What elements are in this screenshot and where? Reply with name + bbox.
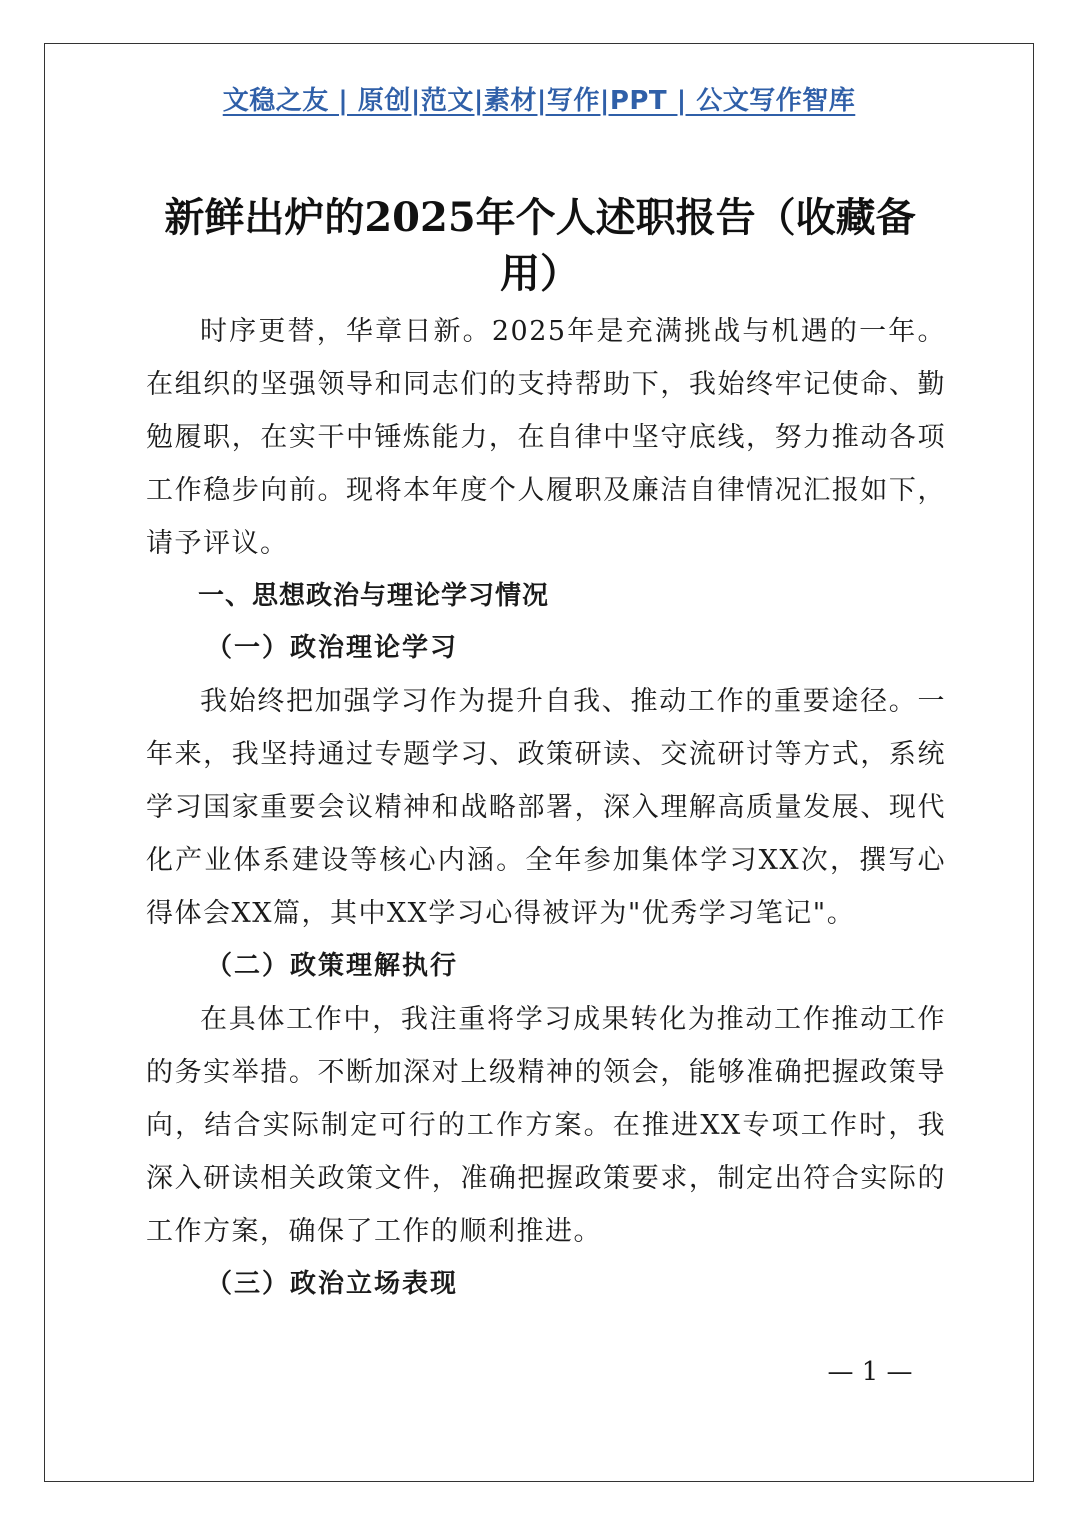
subsection-2-paragraph: 在具体工作中，我注重将学习成果转化为推动工作推动工作的务实举措。不断加深对上级精神的领会，能够准确把握政策导向，结合实际制定可行的工作方案。在推进XX专项工作时，我深入研读相关政策文件，准确把握政策要求，制定出符合实际的工作方案，确保了工作的顺利推进。	[146, 1004, 946, 1247]
subsection-heading-2: （二）政策理解执行	[206, 951, 459, 981]
document-body	[146, 305, 946, 1311]
intro-paragraph: 时序更替，华章日新。2025年是充满挑战与机遇的一年。在组织的坚强领导和同志们的支持帮助下，我始终牢记使命、勤勉履职，在实干中锤炼能力，在自律中坚守底线，努力推动各项工作稳步向前。现将本年度个人履职及廉洁自律情况汇报如下，请予评议。	[146, 316, 946, 559]
page-number: — 1 —	[827, 1357, 913, 1387]
subsection-heading-3: （三）政治立场表现	[206, 1269, 459, 1299]
subsection-heading-1: （一）政治理论学习	[206, 633, 459, 663]
subsection-1-paragraph: 我始终把加强学习作为提升自我、推动工作的重要途径。一年来，我坚持通过专题学习、政策研读、交流研讨等方式，系统学习国家重要会议精神和战略部署，深入理解高质量发展、现代化产业体系建设等核心内涵。全年参加集体学习XX次，撰写心得体会XX篇，其中XX学习心得被评为"优秀学习笔记"。	[146, 686, 946, 929]
document-title: 新鲜出炉的2025年个人述职报告（收藏备用）	[164, 194, 916, 297]
header-link[interactable]: 文稳之友 | 原创|范文|素材|写作|PPT | 公文写作智库	[222, 86, 856, 116]
section-heading-1: 一、思想政治与理论学习情况	[198, 581, 550, 611]
